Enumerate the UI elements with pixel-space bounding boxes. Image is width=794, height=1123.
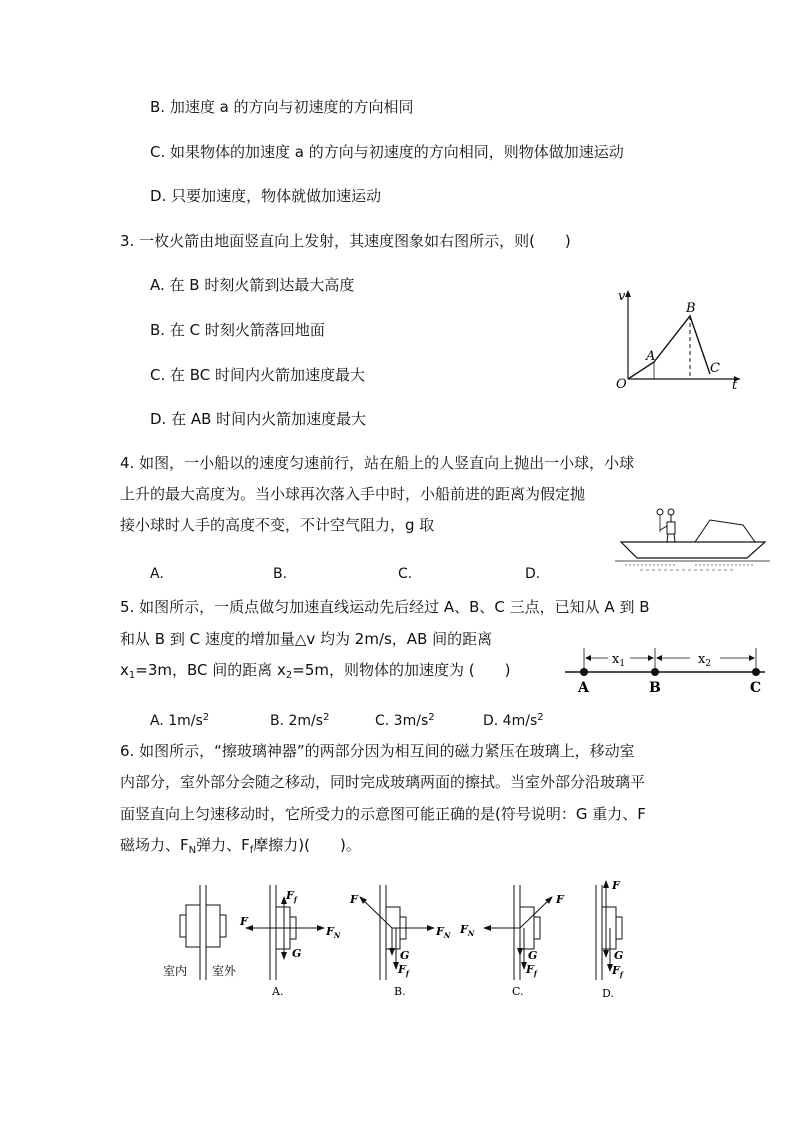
svg-text:Ff: $F_f$ bbox=[286, 889, 297, 904]
svg-text:F: F bbox=[350, 893, 358, 906]
svg-text:x1: $x_1$ bbox=[612, 652, 626, 669]
outdoor-label: 室外 bbox=[212, 964, 237, 978]
q2-option-d: D. 只要加速度，物体就做加速运动 bbox=[150, 187, 382, 205]
q4-line-3: 接小球时人手的高度不变，不计空气阻力，g 取 bbox=[120, 516, 435, 534]
q3-option-b: B. 在 C 时刻火箭落回地面 bbox=[150, 321, 325, 339]
graph-origin-label: O bbox=[616, 377, 627, 392]
graph-point-a-label: A bbox=[646, 349, 656, 364]
q3-velocity-graph bbox=[610, 282, 750, 392]
q6-line-2: 内部分，室外部分会随之移动，同时完成玻璃两面的擦拭。当室外部分沿玻璃平 bbox=[120, 773, 646, 791]
graph-v-label: v bbox=[618, 289, 626, 304]
q2-option-b: B. 加速度 a 的方向与初速度的方向相同 bbox=[150, 98, 414, 116]
q4-option-c: C. bbox=[398, 566, 413, 582]
svg-text:G: G bbox=[292, 947, 302, 960]
svg-text:Ff: $F_f$ bbox=[612, 964, 623, 979]
force-diagram-d bbox=[596, 879, 625, 1000]
q4-option-a: A. bbox=[150, 566, 164, 582]
indoor-label: 室内 bbox=[163, 964, 188, 978]
graph-point-c-label: C bbox=[710, 361, 720, 376]
q5-line-3: $x_1=3m$，BC 间的距离 $x_2=5m$，则物体的加速度为 ( ) bbox=[120, 661, 511, 681]
svg-text:G: G bbox=[614, 949, 624, 962]
diagram-b-label: B. bbox=[394, 985, 406, 998]
q3-stem: 3. 一枚火箭由地面竖直向上发射，其速度图象如右图所示，则( ) bbox=[120, 232, 571, 250]
graph-t-label: t bbox=[732, 378, 738, 392]
svg-text:FN: $F_N$ bbox=[436, 925, 451, 940]
q4-line-2: 上升的最大高度为。当小球再次落入手中时，小船前进的距离为假定抛 bbox=[120, 485, 586, 503]
q6-line-1: 6. 如图所示，“擦玻璃神器”的两部分因为相互间的磁力紧压在玻璃上，移动室 bbox=[120, 742, 635, 760]
graph-point-b-label: B bbox=[686, 301, 696, 316]
diagram-d-label: D. bbox=[602, 987, 614, 1000]
point-c-label: C bbox=[750, 680, 762, 696]
point-a-label: A bbox=[578, 680, 589, 696]
svg-text:G: G bbox=[528, 949, 538, 962]
q4-line-1: 4. 如图，一小船以的速度匀速前行，站在船上的人竖直向上抛出一小球，小球 bbox=[120, 454, 635, 472]
svg-text:F: F bbox=[612, 879, 620, 892]
device-reference-figure bbox=[163, 885, 237, 980]
force-diagram-b bbox=[349, 885, 451, 998]
q5-line-1: 5. 如图所示，一质点做匀加速直线运动先后经过 A、B、C 三点，已知从 A 到 B bbox=[120, 598, 650, 616]
q3-option-c: C. 在 BC 时间内火箭加速度最大 bbox=[150, 366, 366, 384]
q5-option-b: B. $2m/s^2$ bbox=[270, 712, 330, 729]
svg-text:F: F bbox=[556, 893, 564, 906]
diagram-c-label: C. bbox=[512, 985, 524, 998]
point-b-label: B bbox=[649, 680, 661, 696]
svg-text:F: F bbox=[240, 915, 248, 928]
force-diagram-c bbox=[459, 885, 565, 998]
svg-text:FN: $F_N$ bbox=[460, 923, 475, 938]
q3-option-a: A. 在 B 时刻火箭到达最大高度 bbox=[150, 276, 355, 294]
q4-option-b: B. bbox=[273, 566, 288, 582]
svg-text:Ff: $F_f$ bbox=[398, 963, 409, 978]
q5-points-diagram bbox=[560, 646, 770, 696]
q4-boat-figure bbox=[615, 500, 770, 578]
force-diagram-a bbox=[239, 885, 341, 998]
q4-option-d: D. bbox=[525, 566, 541, 582]
q5-line-2: 和从 B 到 C 速度的增加量△v 均为 2m/s，AB 间的距离 bbox=[120, 630, 493, 648]
q5-option-c: C. $3m/s^2$ bbox=[375, 712, 435, 729]
diagram-a-label: A. bbox=[272, 985, 284, 998]
q3-option-d: D. 在 AB 时间内火箭加速度最大 bbox=[150, 410, 367, 428]
svg-text:x2: $x_2$ bbox=[698, 652, 712, 669]
q5-option-d: D. $4m/s^2$ bbox=[483, 712, 544, 729]
q5-option-a: A. $1m/s^2$ bbox=[150, 712, 210, 729]
q2-option-c: C. 如果物体的加速度 a 的方向与初速度的方向相同，则物体做加速运动 bbox=[150, 143, 624, 161]
q6-line-3: 面竖直向上匀速移动时，它所受力的示意图可能正确的是(符号说明：G 重力、F bbox=[120, 805, 646, 823]
svg-text:Ff: $F_f$ bbox=[526, 963, 537, 978]
svg-text:FN: $F_N$ bbox=[326, 925, 341, 940]
svg-text:G: G bbox=[400, 949, 410, 962]
q6-force-diagrams bbox=[160, 875, 640, 1005]
q6-line-4: 磁场力、$F_N$弹力、$F_f$摩擦力)( )。 bbox=[120, 836, 361, 856]
